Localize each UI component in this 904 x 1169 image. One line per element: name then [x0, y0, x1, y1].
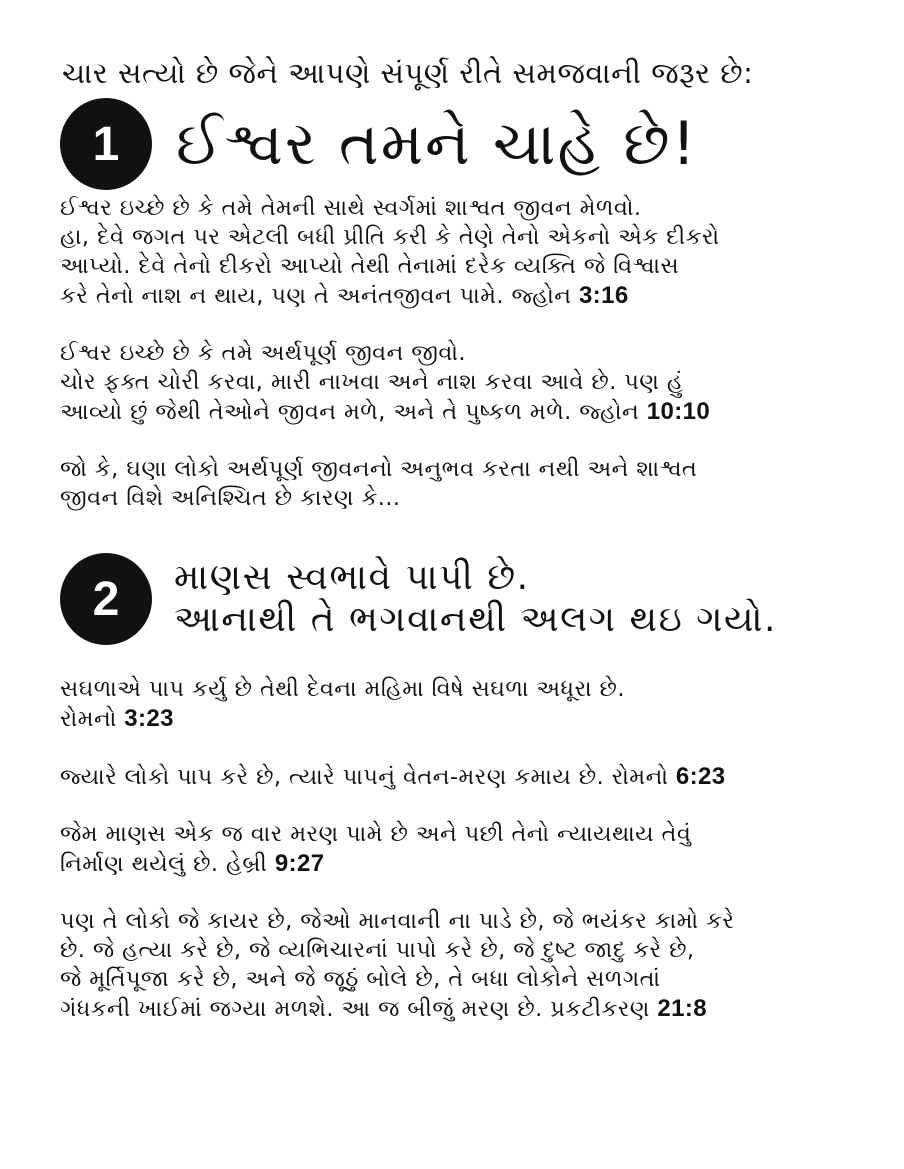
- text-line: સઘળાએ પાપ કર્યુ છે તેથી દેવના મહિમા વિષે સઘળા અધૂરા છે.: [60, 676, 625, 702]
- text-line: [60, 849, 848, 879]
- point-1-number-badge: 1: [60, 98, 152, 190]
- point-2-heading: [174, 557, 777, 641]
- point-1-heading: ઈશ્વર તમને ચાહે છે!: [176, 109, 698, 179]
- paragraph: [60, 907, 848, 1024]
- point-1-header: [60, 98, 848, 190]
- text-line: છે. જે હત્યા કરે છે, જે વ્યભિચારનાં પાપો કરે છે, જે દુષ્ટ જાદુ કરે છે,: [60, 937, 695, 963]
- text-line: [60, 994, 848, 1024]
- text-line: જો કે, ઘણા લોકો અર્થપૂર્ણ જીવનનો અનુભવ કરતા નથી અને શાશ્વત: [60, 456, 698, 482]
- scripture-reference: 6:23: [675, 763, 726, 790]
- text-line: જીવન વિશે અનિશ્ચિત છે કારણ કે...: [60, 485, 401, 511]
- line-text: નિર્માણ થયેલું છે. હેબ્રી: [60, 851, 268, 877]
- line-text: રોમનો: [60, 706, 117, 732]
- text-line: [60, 704, 848, 734]
- line-text: ગંધકની ખાઈમાં જગ્યા મળશે. આ જ બીજું મરણ છે. પ્રકટીકરણ: [60, 996, 650, 1022]
- line-text: આવ્યો છું જેથી તેઓને જીવન મળે, અને તે પુષ્કળ મળે. જ્હોન: [60, 399, 640, 425]
- text-line: જે મૂર્તિપૂજા કરે છે, અને જે જૂઠું બોલે છે, તે બધા લોકોને સળગતાં: [60, 966, 661, 992]
- line-text: કરે તેનો નાશ ન થાય, પણ તે અનંતજીવન પામે. જ્હોન: [60, 283, 572, 309]
- heading-line: માણસ સ્વભાવે પાપી છે.: [174, 557, 530, 598]
- paragraph: [60, 455, 848, 513]
- text-line: [60, 762, 848, 792]
- text-line: [60, 397, 848, 427]
- text-line: હા, દેવે જગત પર એટલી બધી પ્રીતિ કરી કે તેણે તેનો એકનો એક દીકરો: [60, 224, 720, 250]
- paragraph: [60, 339, 848, 427]
- paragraph: [60, 762, 848, 792]
- scripture-reference: 21:8: [657, 995, 708, 1022]
- point-1-body: [60, 194, 848, 513]
- paragraph: [60, 820, 848, 879]
- text-line: ઈશ્વર ઇચ્છે છે કે તમે તેમની સાથે સ્વર્ગમાં શાશ્વત જીવન મેળવો.: [60, 195, 642, 221]
- text-line: આપ્યો. દેવે તેનો દીકરો આપ્યો તેથી તેનામાં દરેક વ્યક્તિ જે વિશ્વાસ: [60, 253, 680, 279]
- point-2-header: [60, 553, 848, 645]
- text-line: ચોર ફક્ત ચોરી કરવા, મારી નાખવા અને નાશ કરવા આવે છે. પણ હું: [60, 369, 684, 395]
- scripture-reference: 3:23: [124, 705, 174, 732]
- text-line: ઈશ્વર ઇચ્છે છે કે તમે અર્થપૂર્ણ જીવન જીવો.: [60, 340, 466, 366]
- point-2-body: [60, 675, 848, 1024]
- text-line: [60, 281, 848, 311]
- line-text: જ્યારે લોકો પાપ કરે છે, ત્યારે પાપનું વેતન-મરણ કમાય છે. રોમનો: [60, 764, 669, 790]
- heading-line: આનાથી તે ભગવાનથી અલગ થઇ ગયો.: [174, 599, 777, 640]
- text-line: પણ તે લોકો જે કાયર છે, જેઓ માનવાની ના પાડે છે, જે ભયંકર કામો કરે: [60, 908, 735, 934]
- scripture-reference: 3:16: [579, 282, 629, 309]
- paragraph: [60, 675, 848, 734]
- paragraph: [60, 194, 848, 311]
- intro-text: ચાર સત્યો છે જેને આપણે સંપૂર્ણ રીતે સમજવાની જરૂર છે:: [62, 56, 754, 90]
- scripture-reference: 9:27: [274, 850, 325, 877]
- scripture-reference: 10:10: [646, 398, 711, 425]
- text-line: જેમ માણસ એક જ વાર મરણ પામે છે અને પછી તેનો ન્યાયથાય તેવું: [60, 821, 692, 847]
- point-2-number-badge: 2: [60, 553, 152, 645]
